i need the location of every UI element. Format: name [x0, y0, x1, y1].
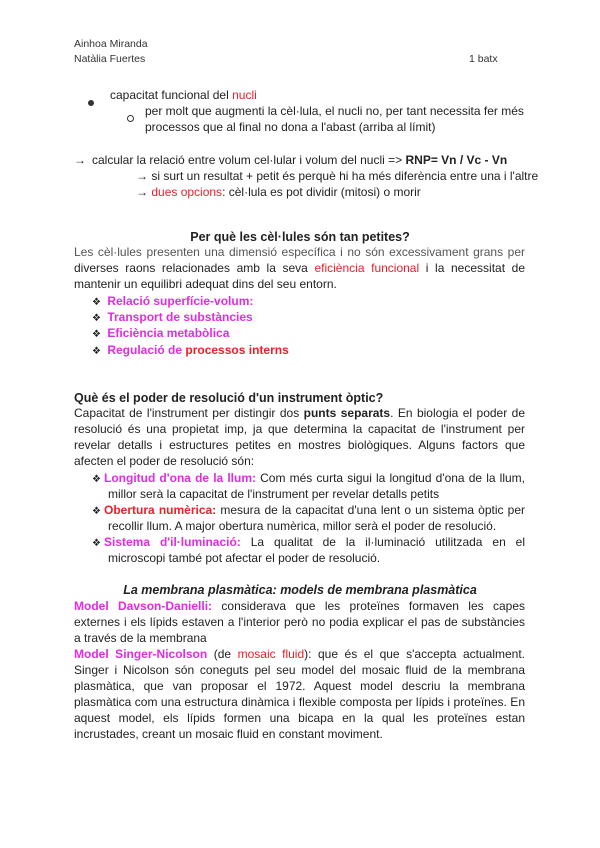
model2-text: ): que és el que s'accepta actualment. — [304, 647, 526, 661]
arrow-icon: → — [74, 153, 86, 167]
s1-item-label: Transport de substàncies — [107, 310, 253, 324]
s1-item-4 — [92, 343, 289, 359]
model2-line-6: incrustades, creant un mosaic fluid en constant moviment. — [74, 727, 383, 741]
course-label: 1 batx — [469, 53, 498, 65]
intro-sub-line-1: per molt que augmenti la cèl·lula, el nucli no, per tant necessita fer més — [145, 104, 524, 118]
section1-text: diverses raons relacionades amb la seva — [74, 261, 315, 275]
model2-paren: (de — [207, 647, 238, 661]
diamond-icon: ❖ — [92, 297, 101, 308]
s1-item-extra: processos interns — [185, 343, 289, 357]
model2-label: Model Singer-Nicolson — [74, 647, 208, 661]
model2-line-4: plasmàtica com una estructura dinàmica i flexible composta per lípids i proteïnes. En — [74, 695, 525, 709]
model1-line-2: externes i els lípids estaven a l'interior però no podia explicar el pas de substàncies — [74, 615, 525, 629]
section1-line-1: Les cèl·lules presenten una dimensió específica i no són excessivament grans per — [74, 245, 525, 259]
section2-text: Capacitat de l'instrument per distingir dos — [74, 406, 304, 420]
s2-item-3 — [92, 535, 525, 551]
section3-title: La membrana plasmàtica: models de membrana plasmàtica — [123, 583, 477, 597]
section1-text-b: i la necessitat de — [419, 261, 525, 275]
section1-line-2 — [74, 261, 525, 276]
s2-item-3-line-2: microscopi també pot afectar el poder de resolució. — [108, 551, 381, 565]
s2-item-text: mesura de la capacitat d'una lent o un sistema òptic per — [216, 503, 525, 517]
author-2: Natàlia Fuertes — [74, 53, 146, 65]
section2-text-b: . En biologia el poder de — [390, 406, 525, 420]
separated-points: punts separats — [303, 406, 391, 420]
arrow-line-2 — [136, 185, 421, 200]
diamond-icon: ❖ — [92, 506, 101, 517]
s2-item-text: Com més curta sigui la longitud d'ona de la llum, — [256, 471, 526, 485]
s1-item-1 — [92, 294, 253, 310]
diamond-icon: ❖ — [92, 313, 101, 324]
model1-text: considerava que les proteïnes formaven les capes — [212, 599, 525, 613]
intro-bullet-highlight: nucli — [232, 88, 257, 102]
section2-line-2: resolució és una propietat imp, ja que determina la capacitat de l'instrument per — [74, 422, 525, 436]
s1-item-label: Regulació de — [107, 343, 186, 357]
s2-item-1 — [92, 471, 525, 487]
calc-text: calcular la relació entre volum cel·lular i volum del nucli => — [92, 153, 406, 167]
intro-sub-line-2: processos que al final no dona a l'abast (arriba al límit) — [145, 120, 436, 134]
s2-item-label: Longitud d'ona de la llum: — [104, 471, 257, 485]
intro-bullet-1 — [110, 88, 257, 103]
model2-line-5: aquest model, els lípids formen una bicapa en la qual les proteïnes estan — [74, 711, 525, 725]
s2-item-1-line-2: millor serà la capacitat de l'instrument per revelar detalls petits — [108, 487, 440, 501]
model1-line-1 — [74, 599, 525, 614]
arrow-rest: : cèl·lula es pot dividir (mitosi) o morir — [222, 185, 421, 199]
arrow-line-1: → si surt un resultat + petit és perquè hi ha més diferència entre una i l'altre — [136, 169, 539, 183]
calc-line — [92, 153, 507, 168]
s2-item-text: La qualitat de la il·luminació utilitzada en el — [240, 535, 526, 549]
s1-item-label: Eficiència metabòlica — [107, 326, 230, 340]
model2-line-2: Singer i Nicolson són coneguts pel seu model del mosaic fluid de la membrana — [74, 663, 525, 677]
bullet-dot-icon — [88, 93, 94, 111]
author-1: Ainhoa Miranda — [74, 38, 148, 50]
s1-item-label: Relació superfície-volum: — [107, 294, 254, 308]
section1-line-3: mantenir un equilibri adequat dins del seu entorn. — [74, 277, 337, 291]
model2-line-3: plasmàtica, que van proposar el 1972. Aquest model descriu la membrana — [74, 679, 525, 693]
s1-item-3 — [92, 326, 229, 342]
section2-line-4: afecten el poder de resolució són: — [74, 454, 255, 468]
model1-line-3: a través de la membrana — [74, 631, 207, 645]
s1-item-2 — [92, 310, 253, 326]
rnp-formula: RNP= Vn / Vc - Vn — [405, 153, 508, 167]
diamond-icon: ❖ — [92, 346, 101, 357]
arrow-highlight: dues opcions — [151, 185, 223, 199]
s2-item-2-line-2: recollir llum. A major obertura numèrica, millor serà el poder de resolució. — [108, 519, 497, 533]
s2-item-2 — [92, 503, 525, 519]
diamond-icon: ❖ — [92, 538, 101, 549]
s2-item-label: Obertura numèrica: — [104, 503, 217, 517]
section2-line-3: revelar detalls i estructures petites en mostres biològiques. Alguns factors que — [74, 438, 525, 452]
model1-label: Model Davson-Danielli: — [74, 599, 213, 613]
diamond-icon: ❖ — [92, 474, 101, 485]
bullet-ring-icon — [127, 109, 134, 127]
arrow-prefix: → — [136, 185, 152, 199]
diamond-icon: ❖ — [92, 329, 101, 340]
efficiency-highlight: eficiència funcional — [314, 261, 420, 275]
intro-bullet-text: capacitat funcional del — [110, 88, 233, 102]
section2-line-1 — [74, 406, 525, 421]
section1-title: Per què les cèl·lules són tan petites? — [190, 230, 410, 244]
model2-line-1 — [74, 647, 525, 662]
mosaic-fluid-highlight: mosaic fluid — [237, 647, 305, 661]
s2-item-label: Sistema d'il·luminació: — [104, 535, 241, 549]
section2-title: Què és el poder de resolució d'un instrument òptic? — [74, 391, 384, 405]
